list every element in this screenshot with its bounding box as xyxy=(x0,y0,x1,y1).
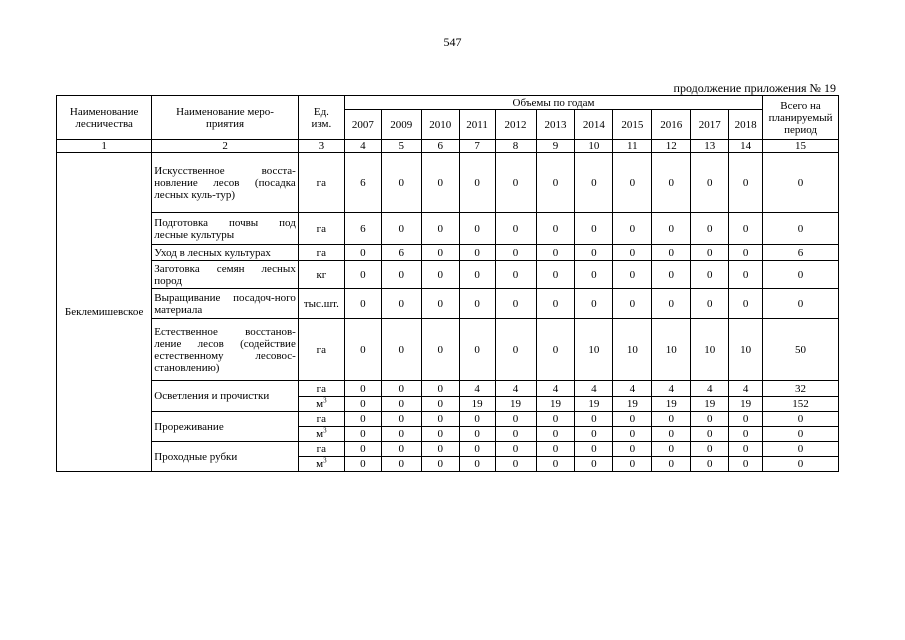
value-cell: 0 xyxy=(536,412,575,427)
value-cell: 0 xyxy=(729,412,763,427)
value-cell: 4 xyxy=(691,381,729,397)
column-number: 9 xyxy=(536,140,575,153)
value-cell: 6 xyxy=(344,213,381,245)
value-cell: 0 xyxy=(575,427,613,442)
value-cell: 0 xyxy=(421,457,459,472)
value-cell: 0 xyxy=(495,245,536,261)
value-cell: 0 xyxy=(421,245,459,261)
header-year: 2015 xyxy=(613,110,652,140)
header-year: 2018 xyxy=(729,110,763,140)
unit-cell: га xyxy=(298,319,344,381)
header-year: 2016 xyxy=(652,110,691,140)
unit-cell: га xyxy=(298,412,344,427)
total-cell: 152 xyxy=(763,397,839,412)
column-number: 14 xyxy=(729,140,763,153)
column-number: 7 xyxy=(459,140,495,153)
activity-name-cell: Осветления и прочистки xyxy=(152,381,299,412)
value-cell: 0 xyxy=(344,442,381,457)
activity-name-cell: Подготовка почвы под лесные культуры xyxy=(152,213,299,245)
value-cell: 4 xyxy=(495,381,536,397)
value-cell: 0 xyxy=(344,245,381,261)
value-cell: 0 xyxy=(459,319,495,381)
value-cell: 0 xyxy=(344,412,381,427)
total-cell: 50 xyxy=(763,319,839,381)
table-row xyxy=(57,261,839,289)
value-cell: 0 xyxy=(495,442,536,457)
value-cell: 0 xyxy=(575,457,613,472)
table-row xyxy=(57,381,839,397)
value-cell: 4 xyxy=(536,381,575,397)
value-cell: 0 xyxy=(495,319,536,381)
activity-name-cell: Проходные рубки xyxy=(152,442,299,472)
header-year: 2013 xyxy=(536,110,575,140)
header-year: 2014 xyxy=(575,110,613,140)
value-cell: 0 xyxy=(344,319,381,381)
value-cell: 0 xyxy=(729,457,763,472)
unit-cell: га xyxy=(298,213,344,245)
value-cell: 0 xyxy=(691,245,729,261)
total-cell: 0 xyxy=(763,442,839,457)
value-cell: 0 xyxy=(344,289,381,319)
table-row xyxy=(57,153,839,213)
value-cell: 0 xyxy=(536,261,575,289)
value-cell: 0 xyxy=(421,412,459,427)
value-cell: 0 xyxy=(536,213,575,245)
value-cell: 10 xyxy=(691,319,729,381)
value-cell: 0 xyxy=(421,442,459,457)
value-cell: 0 xyxy=(344,427,381,442)
header-year: 2007 xyxy=(344,110,381,140)
value-cell: 4 xyxy=(575,381,613,397)
unit-cell: га xyxy=(298,245,344,261)
unit-cell: га xyxy=(298,442,344,457)
unit-cell: $м^3$ xyxy=(298,427,344,442)
value-cell: 0 xyxy=(691,289,729,319)
total-cell: 32 xyxy=(763,381,839,397)
value-cell: 0 xyxy=(459,289,495,319)
table-row xyxy=(57,319,839,381)
value-cell: 0 xyxy=(344,261,381,289)
column-number: 10 xyxy=(575,140,613,153)
column-number: 13 xyxy=(691,140,729,153)
header-year: 2012 xyxy=(495,110,536,140)
value-cell: 0 xyxy=(729,261,763,289)
value-cell: 0 xyxy=(536,245,575,261)
value-cell: 0 xyxy=(459,457,495,472)
column-number: 2 xyxy=(152,140,299,153)
value-cell: 0 xyxy=(652,245,691,261)
value-cell: 0 xyxy=(613,427,652,442)
value-cell: 10 xyxy=(729,319,763,381)
value-cell: 6 xyxy=(344,153,381,213)
value-cell: 0 xyxy=(495,289,536,319)
value-cell: 0 xyxy=(459,442,495,457)
value-cell: 0 xyxy=(652,213,691,245)
column-number: 12 xyxy=(652,140,691,153)
unit-cell: тыс.шт. xyxy=(298,289,344,319)
value-cell: 0 xyxy=(381,412,421,427)
value-cell: 19 xyxy=(729,397,763,412)
value-cell: 0 xyxy=(613,457,652,472)
activity-name-cell: Уход в лесных культурах xyxy=(152,245,299,261)
value-cell: 0 xyxy=(495,213,536,245)
value-cell: 0 xyxy=(536,427,575,442)
value-cell: 0 xyxy=(381,397,421,412)
value-cell: 0 xyxy=(381,457,421,472)
column-number: 3 xyxy=(298,140,344,153)
column-number: 15 xyxy=(763,140,839,153)
unit-cell: га xyxy=(298,381,344,397)
value-cell: 0 xyxy=(381,261,421,289)
value-cell: 0 xyxy=(613,289,652,319)
value-cell: 0 xyxy=(691,213,729,245)
activity-name-cell: Выращивание посадоч-ного материала xyxy=(152,289,299,319)
header-year: 2011 xyxy=(459,110,495,140)
value-cell: 0 xyxy=(613,442,652,457)
table-row xyxy=(57,245,839,261)
value-cell: 0 xyxy=(575,245,613,261)
value-cell: 0 xyxy=(421,213,459,245)
column-number: 5 xyxy=(381,140,421,153)
value-cell: 0 xyxy=(421,289,459,319)
value-cell: 0 xyxy=(575,153,613,213)
activity-name-cell: Прореживание xyxy=(152,412,299,442)
value-cell: 0 xyxy=(613,245,652,261)
header-unit: Ед. изм. xyxy=(298,96,344,140)
value-cell: 0 xyxy=(652,412,691,427)
page-number: 547 xyxy=(443,35,462,49)
value-cell: 0 xyxy=(652,427,691,442)
value-cell: 10 xyxy=(613,319,652,381)
value-cell: 0 xyxy=(729,427,763,442)
value-cell: 0 xyxy=(652,442,691,457)
value-cell: 0 xyxy=(459,427,495,442)
value-cell: 0 xyxy=(344,397,381,412)
value-cell: 0 xyxy=(381,381,421,397)
value-cell: 19 xyxy=(613,397,652,412)
value-cell: 0 xyxy=(575,261,613,289)
value-cell: 0 xyxy=(536,457,575,472)
value-cell: 0 xyxy=(421,319,459,381)
value-cell: 0 xyxy=(575,289,613,319)
value-cell: 0 xyxy=(575,213,613,245)
value-cell: 4 xyxy=(652,381,691,397)
value-cell: 0 xyxy=(495,153,536,213)
header-year: 2017 xyxy=(691,110,729,140)
value-cell: 0 xyxy=(613,213,652,245)
value-cell: 4 xyxy=(459,381,495,397)
value-cell: 19 xyxy=(575,397,613,412)
table-row xyxy=(57,213,839,245)
value-cell: 0 xyxy=(381,319,421,381)
value-cell: 0 xyxy=(652,153,691,213)
value-cell: 0 xyxy=(459,245,495,261)
total-cell: 0 xyxy=(763,213,839,245)
total-cell: 6 xyxy=(763,245,839,261)
value-cell: 0 xyxy=(691,442,729,457)
value-cell: 0 xyxy=(381,427,421,442)
value-cell: 0 xyxy=(459,412,495,427)
value-cell: 0 xyxy=(421,381,459,397)
value-cell: 19 xyxy=(536,397,575,412)
value-cell: 0 xyxy=(536,442,575,457)
value-cell: 10 xyxy=(575,319,613,381)
forestry-name-cell: Беклемишевское xyxy=(57,153,152,472)
column-number: 6 xyxy=(421,140,459,153)
value-cell: 0 xyxy=(421,261,459,289)
header-forestry: Наименование лесничества xyxy=(57,96,152,140)
value-cell: 0 xyxy=(495,412,536,427)
unit-cell: $м^3$ xyxy=(298,397,344,412)
table-row xyxy=(57,289,839,319)
value-cell: 0 xyxy=(459,153,495,213)
value-cell: 0 xyxy=(729,153,763,213)
value-cell: 0 xyxy=(495,261,536,289)
value-cell: 0 xyxy=(421,427,459,442)
value-cell: 0 xyxy=(536,289,575,319)
activity-name-cell: Искусственное восста-новление лесов (посадка лесных куль-тур) xyxy=(152,153,299,213)
value-cell: 4 xyxy=(729,381,763,397)
value-cell: 0 xyxy=(495,457,536,472)
forestry-volumes-table xyxy=(56,95,839,472)
value-cell: 19 xyxy=(459,397,495,412)
table-row xyxy=(57,412,839,427)
value-cell: 0 xyxy=(729,213,763,245)
value-cell: 0 xyxy=(691,427,729,442)
value-cell: 0 xyxy=(459,213,495,245)
column-number: 1 xyxy=(57,140,152,153)
value-cell: 0 xyxy=(381,289,421,319)
value-cell: 0 xyxy=(691,412,729,427)
value-cell: 0 xyxy=(421,153,459,213)
value-cell: 19 xyxy=(652,397,691,412)
value-cell: 0 xyxy=(691,153,729,213)
column-number: 11 xyxy=(613,140,652,153)
header-activity: Наименование меро- приятия xyxy=(152,96,299,140)
value-cell: 0 xyxy=(613,412,652,427)
table-row xyxy=(57,442,839,457)
value-cell: 0 xyxy=(536,153,575,213)
total-cell: 0 xyxy=(763,289,839,319)
unit-cell: кг xyxy=(298,261,344,289)
value-cell: 0 xyxy=(344,381,381,397)
value-cell: 0 xyxy=(459,261,495,289)
value-cell: 4 xyxy=(613,381,652,397)
value-cell: 0 xyxy=(613,153,652,213)
value-cell: 10 xyxy=(652,319,691,381)
header-year: 2009 xyxy=(381,110,421,140)
unit-cell: га xyxy=(298,153,344,213)
value-cell: 0 xyxy=(536,319,575,381)
value-cell: 0 xyxy=(421,397,459,412)
value-cell: 19 xyxy=(495,397,536,412)
value-cell: 0 xyxy=(575,442,613,457)
value-cell: 0 xyxy=(652,261,691,289)
column-number: 4 xyxy=(344,140,381,153)
header-total: Всего на планируемый период xyxy=(763,96,839,140)
value-cell: 19 xyxy=(691,397,729,412)
value-cell: 0 xyxy=(381,213,421,245)
value-cell: 0 xyxy=(729,289,763,319)
activity-name-cell: Естественное восстанов-ление лесов (содействие естественному лесовос-становлению) xyxy=(152,319,299,381)
value-cell: 0 xyxy=(691,457,729,472)
value-cell: 0 xyxy=(729,245,763,261)
unit-cell: $м^3$ xyxy=(298,457,344,472)
total-cell: 0 xyxy=(763,412,839,427)
total-cell: 0 xyxy=(763,427,839,442)
value-cell: 0 xyxy=(691,261,729,289)
total-cell: 0 xyxy=(763,261,839,289)
header-volumes: Объемы по годам xyxy=(344,96,762,110)
value-cell: 6 xyxy=(381,245,421,261)
total-cell: 0 xyxy=(763,153,839,213)
value-cell: 0 xyxy=(729,442,763,457)
value-cell: 0 xyxy=(344,457,381,472)
value-cell: 0 xyxy=(575,412,613,427)
value-cell: 0 xyxy=(652,457,691,472)
activity-name-cell: Заготовка семян лесных пород xyxy=(152,261,299,289)
value-cell: 0 xyxy=(381,153,421,213)
value-cell: 0 xyxy=(652,289,691,319)
value-cell: 0 xyxy=(613,261,652,289)
value-cell: 0 xyxy=(381,442,421,457)
header-year: 2010 xyxy=(421,110,459,140)
continuation-note: продолжение приложения № 19 xyxy=(673,81,836,95)
value-cell: 0 xyxy=(495,427,536,442)
column-number: 8 xyxy=(495,140,536,153)
total-cell: 0 xyxy=(763,457,839,472)
